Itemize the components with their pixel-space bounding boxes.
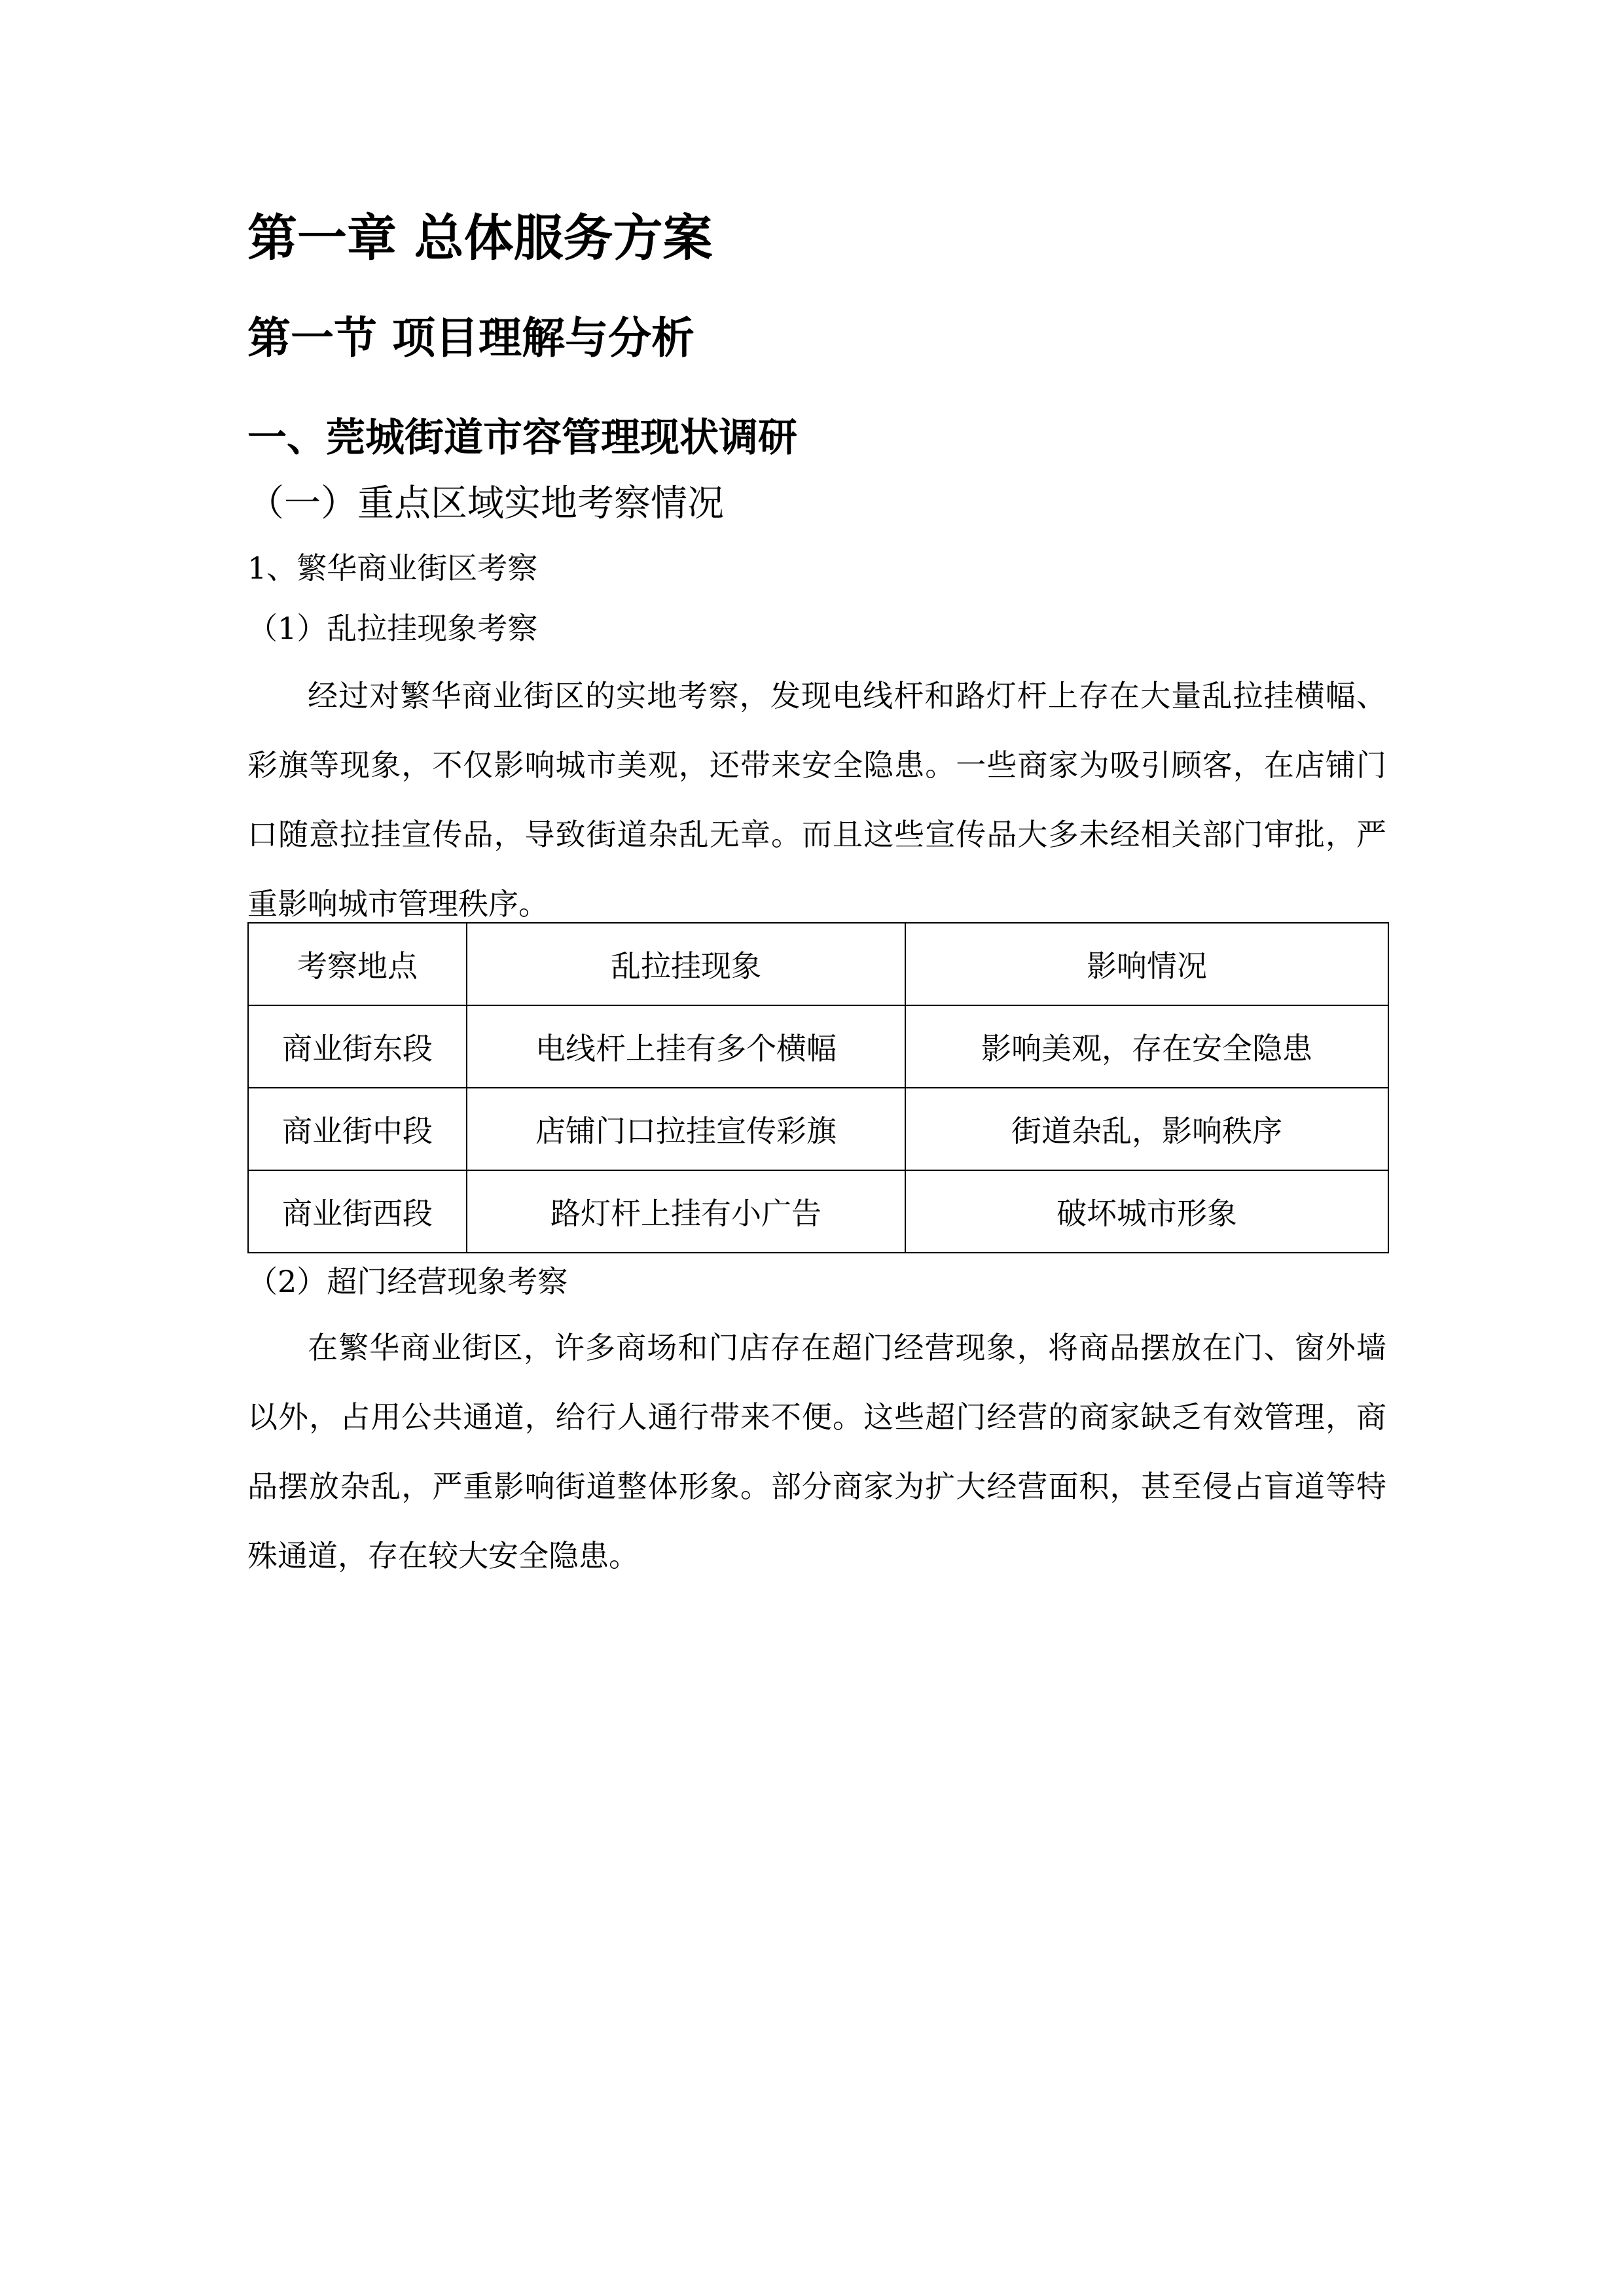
table-cell: 店铺门口拉挂宣传彩旗 bbox=[467, 1088, 905, 1170]
chapter-title: 第一章 总体服务方案 bbox=[247, 209, 713, 267]
table-cell: 商业街东段 bbox=[248, 1005, 467, 1088]
table-row bbox=[248, 1170, 1388, 1253]
table-cell: 影响美观，存在安全隐患 bbox=[905, 1005, 1388, 1088]
table-row bbox=[248, 1005, 1388, 1088]
table-header-cell: 乱拉挂现象 bbox=[467, 923, 905, 1005]
table-header-cell: 影响情况 bbox=[905, 923, 1388, 1005]
table-cell: 街道杂乱，影响秩序 bbox=[905, 1088, 1388, 1170]
part2-title: （2）超门经营现象考察 bbox=[247, 1264, 568, 1299]
survey-table bbox=[247, 922, 1389, 1253]
table-header-row bbox=[248, 923, 1388, 1005]
subsubsection-title: （一）重点区域实地考察情况 bbox=[247, 482, 724, 525]
table-cell: 路灯杆上挂有小广告 bbox=[467, 1170, 905, 1253]
part1-title: （1）乱拉挂现象考察 bbox=[247, 611, 538, 646]
table-row bbox=[248, 1088, 1388, 1170]
part1-paragraph: 经过对繁华商业街区的实地考察，发现电线杆和路灯杆上存在大量乱拉挂横幅、彩旗等现象，不仅影响城市美观，还带来安全隐患。一些商家为吸引顾客，在店铺门口随意拉挂宣传品，导致街道杂乱无章。而且这些宣传品大多未经相关部门审批，严重影响城市管理秩序。 bbox=[247, 678, 1386, 922]
part2-paragraph: 在繁华商业街区，许多商场和门店存在超门经营现象，将商品摆放在门、窗外墙以外，占用公共通道，给行人通行带来不便。这些超门经营的商家缺乏有效管理，商品摆放杂乱，严重影响街道整体形象。部分商家为扩大经营面积，甚至侵占盲道等特殊通道，存在较大安全隐患。 bbox=[247, 1330, 1386, 1573]
section-title: 第一节 项目理解与分析 bbox=[247, 312, 695, 363]
table-cell: 电线杆上挂有多个横幅 bbox=[467, 1005, 905, 1088]
table-header-cell: 考察地点 bbox=[248, 923, 467, 1005]
table-cell: 商业街中段 bbox=[248, 1088, 467, 1170]
table-cell: 商业街西段 bbox=[248, 1170, 467, 1253]
table-cell: 破坏城市形象 bbox=[905, 1170, 1388, 1253]
item-title: 1、繁华商业街区考察 bbox=[247, 550, 538, 586]
subsection-title: 一、莞城街道市容管理现状调研 bbox=[247, 415, 797, 461]
